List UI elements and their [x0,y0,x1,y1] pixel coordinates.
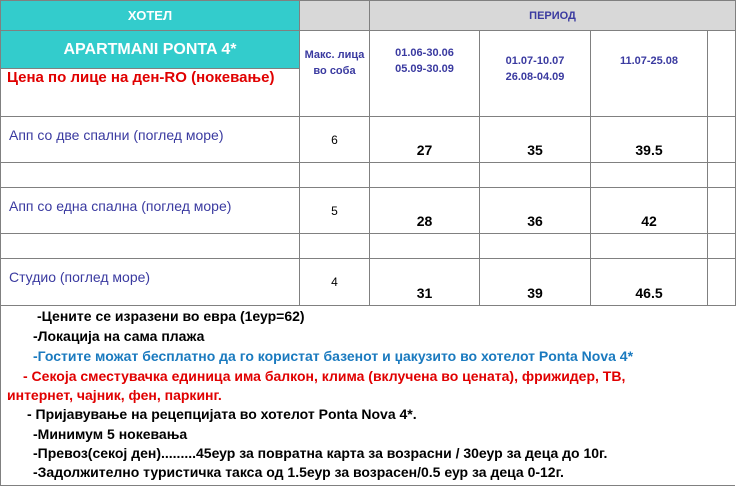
period-2-line2: 26.08-04.09 [505,71,565,83]
period-1-line1: 01.06-30.06 [395,47,454,59]
price-period-3: 46.5 [591,259,708,306]
notes-section [0,306,735,486]
room-max: 5 [300,188,370,234]
price-period-1: 27 [370,117,480,163]
period-2-header [480,31,591,117]
room-max: 6 [300,117,370,163]
table-row [1,259,736,306]
note-checkin: - Пријавување на рецепцијата во хотелот Ponta Nova 4*. [27,406,417,422]
price-note: Цена по лице на ден-RO (нокевање) [1,69,300,117]
price-period-2: 35 [480,117,591,163]
empty-cell [708,117,736,163]
period-3-header [591,31,708,117]
period-2-line1: 01.07-10.07 [505,55,565,67]
price-period-2: 39 [480,259,591,306]
spacer-row [1,163,736,188]
spacer-row [1,234,736,259]
note-amenities: - Секоја сместувачка единица има балкон, клима (вклучена во цената), фрижидер, ТВ, [23,368,626,384]
note-minimum: -Минимум 5 нокевања [33,426,188,442]
period-1-header [370,31,480,117]
note-location: -Локација на сама плажа [33,328,205,344]
price-period-1: 31 [370,259,480,306]
period-1-line2: 05.09-30.09 [395,63,454,75]
price-period-1: 28 [370,188,480,234]
room-name: Апп со една спална (поглед море) [1,188,300,234]
table-row [1,188,736,234]
hotel-name: APARTMANI PONTA 4* [1,31,300,69]
note-amenities-cont: интернет, чајник, фен, паркинг. [7,387,222,403]
room-name: Апп со две спални (поглед море) [1,117,300,163]
note-tax: -Задолжително туристичка такса од 1.5еур за возрасен/0.5 еур за деца 0-12г. [33,464,564,480]
room-max: 4 [300,259,370,306]
price-period-3: 42 [591,188,708,234]
period-3-line1: 11.07-25.08 [619,55,679,67]
header-spacer [300,1,370,31]
empty-column [708,31,736,117]
period-header: ПЕРИОД [370,1,736,31]
note-transport: -Превоз(секој ден).........45еур за повратна карта за возрасни / 30еур за деца до 10г. [33,445,608,461]
note-currency: -Цените се изразени во евра (1еур=62) [37,308,305,324]
hotel-header: ХОТЕЛ [1,1,300,31]
empty-cell [708,259,736,306]
empty-cell [708,188,736,234]
room-name: Студио (поглед море) [1,259,300,306]
note-pool: -Гостите можат бесплатно да го користат базенот и џакузито во хотелот Ponta Nova 4* [33,348,634,364]
price-period-2: 36 [480,188,591,234]
price-period-3: 39.5 [591,117,708,163]
max-persons-header: Макс. лица во соба [300,31,370,117]
table-row [1,117,736,163]
